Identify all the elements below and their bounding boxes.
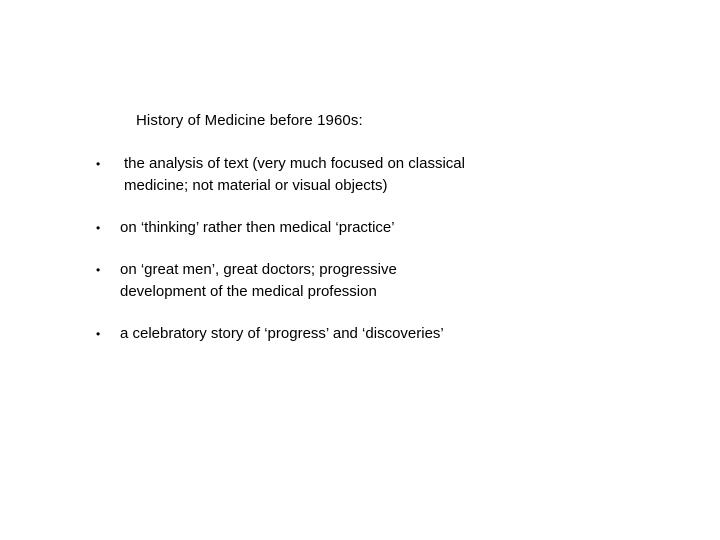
- bullet-text: on ‘great men’, great doctors; progressive development of the medical profession: [120, 261, 397, 300]
- slide-title: History of Medicine before 1960s:: [136, 112, 363, 129]
- bullet-text: on ‘thinking’ rather then medical ‘practice’: [120, 219, 395, 236]
- bullet-item: [96, 259, 656, 303]
- bullet-marker: •: [96, 221, 101, 235]
- bullet-marker: •: [96, 263, 101, 277]
- bullet-text: the analysis of text (very much focused on classical medicine; not material or visual objects): [124, 155, 465, 194]
- bullet-marker: •: [96, 327, 101, 341]
- bullet-item: [96, 153, 656, 197]
- bullet-marker: •: [96, 157, 101, 171]
- bullet-text: a celebratory story of ‘progress’ and ‘discoveries’: [120, 325, 444, 342]
- bullet-item: [96, 323, 656, 345]
- bullet-list: [96, 153, 656, 345]
- bullet-item: [96, 217, 656, 239]
